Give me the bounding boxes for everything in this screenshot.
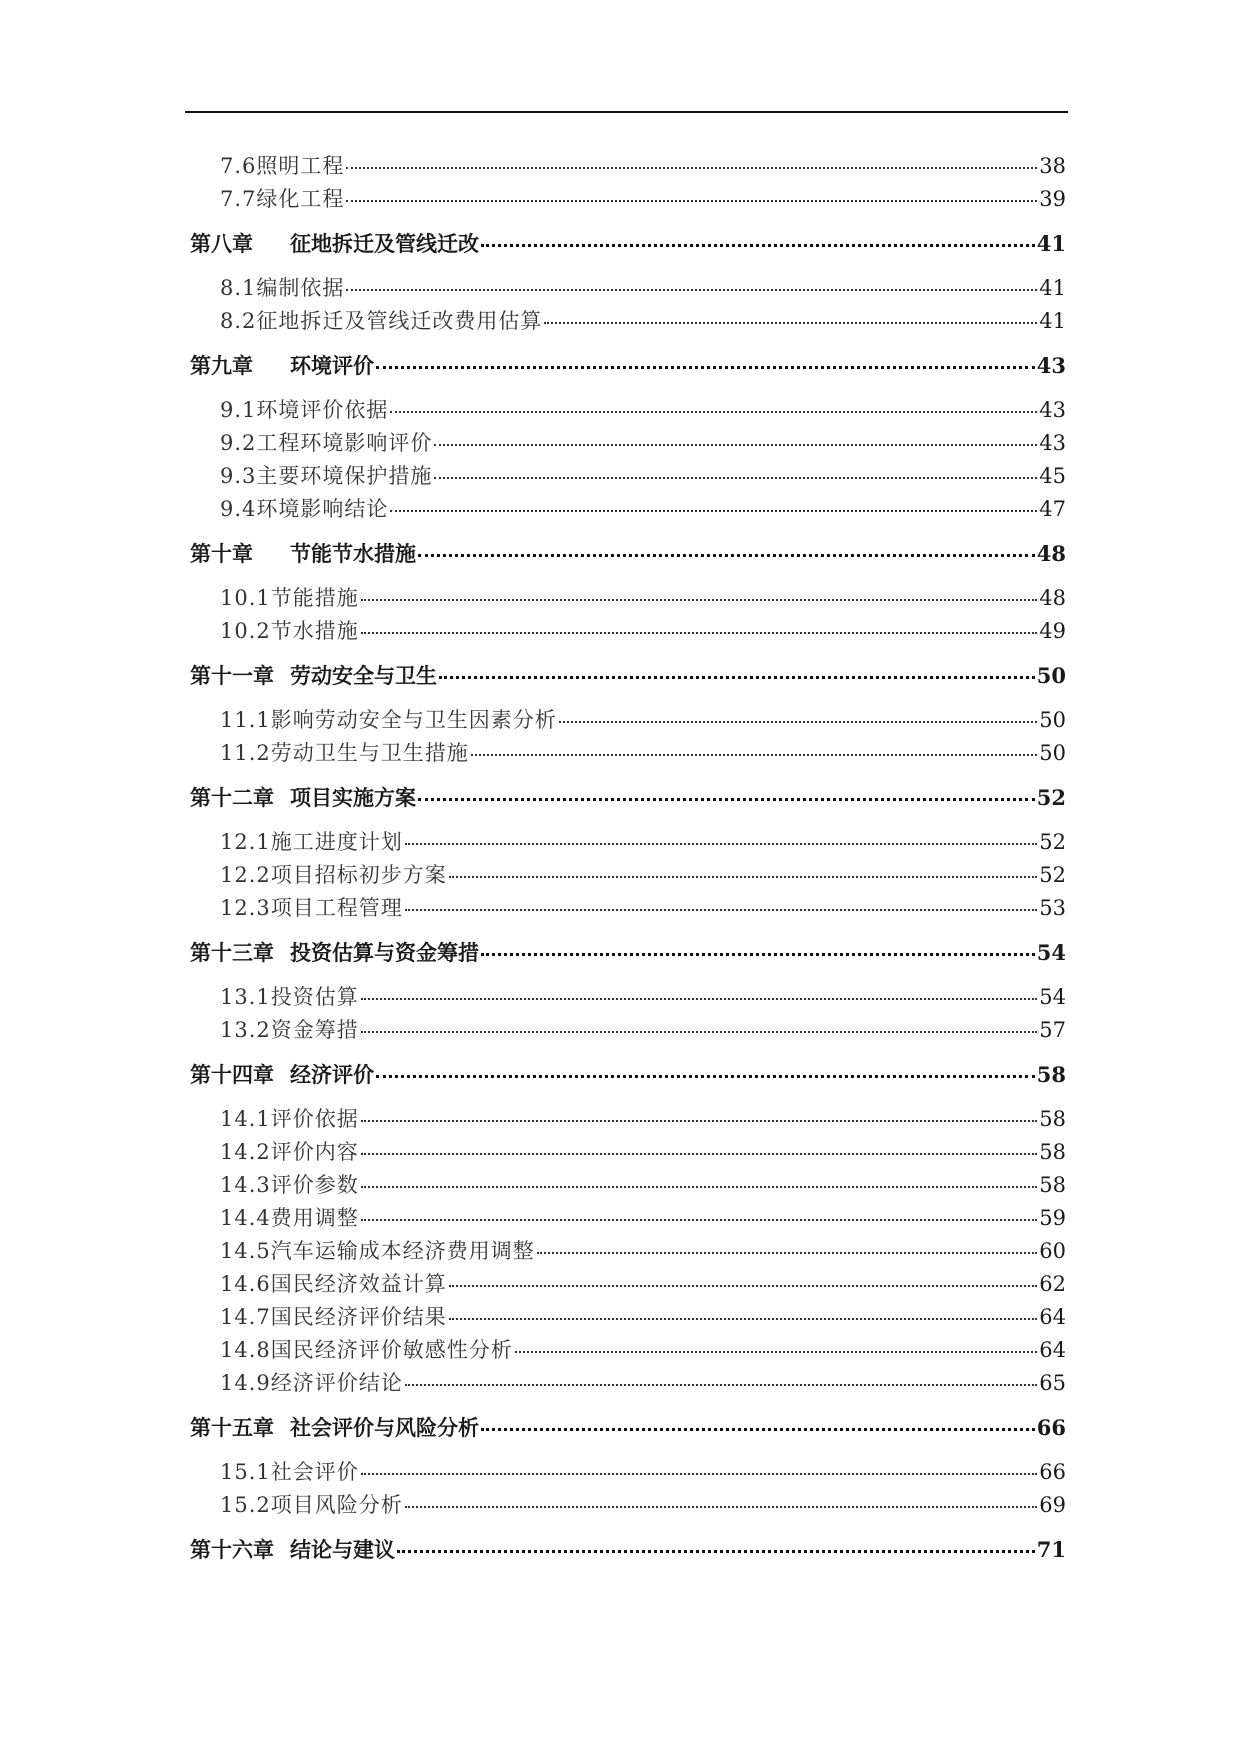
dot-leader [559,721,1038,723]
toc-chapter-label [190,937,479,969]
toc-section-label: 11.1影响劳动安全与卫生因素分析 [220,708,557,732]
dot-leader [481,953,1035,956]
toc-section-label: 8.2征地拆迁及管线迁改费用估算 [220,309,543,333]
chapter-title: 投资估算与资金筹措 [290,940,479,965]
chapter-number: 第十章 [190,541,253,566]
toc-section-label: 13.1投资估算 [220,985,359,1009]
dot-leader [481,244,1035,247]
page-number: 59 [1039,1206,1066,1230]
page-number: 50 [1039,708,1066,732]
toc-section-label: 8.1编制依据 [220,276,345,300]
dot-leader [405,843,1038,845]
page-number: 53 [1039,896,1066,920]
toc-section-entry[interactable] [190,460,1066,493]
header-rule [185,111,1068,113]
dot-leader [397,1550,1035,1553]
toc-section-entry[interactable] [190,582,1066,615]
toc-section-entry[interactable] [190,493,1066,526]
toc-section-label: 12.2项目招标初步方案 [220,863,447,887]
dot-leader [544,322,1037,324]
toc-section-entry[interactable] [190,1235,1066,1268]
toc-chapter-entry[interactable] [190,1059,1066,1091]
toc-chapter-label [190,1534,395,1566]
page-number: 58 [1039,1140,1066,1164]
page-number: 64 [1039,1338,1066,1362]
toc-section-entry[interactable] [190,615,1066,648]
chapter-number: 第八章 [190,231,253,256]
page-number: 60 [1039,1239,1066,1263]
toc-section-entry[interactable] [190,1169,1066,1202]
toc-section-entry[interactable] [190,1367,1066,1400]
toc-chapter-entry[interactable] [190,1534,1066,1566]
toc-section-entry[interactable] [190,1268,1066,1301]
page-number: 41 [1039,309,1066,333]
chapter-title: 劳动安全与卫生 [290,663,437,688]
toc-section-label: 12.3项目工程管理 [220,896,403,920]
page-number: 39 [1039,187,1066,211]
page-number: 49 [1039,619,1066,643]
dot-leader [346,167,1037,169]
dot-leader [449,1285,1038,1287]
toc-chapter-entry[interactable] [190,228,1066,260]
page-number: 58 [1036,1062,1066,1087]
toc-section-entry[interactable] [190,1136,1066,1169]
chapter-number: 第十三章 [190,940,274,965]
toc-section-label: 14.5汽车运输成本经济费用调整 [220,1239,535,1263]
chapter-number: 第十六章 [190,1537,274,1562]
toc-chapter-entry[interactable] [190,937,1066,969]
dot-leader [361,1473,1038,1475]
toc-chapter-label [190,660,437,692]
page-number: 58 [1039,1107,1066,1131]
chapter-title: 征地拆迁及管线迁改 [290,231,479,256]
toc-section-label: 14.6国民经济效益计算 [220,1272,447,1296]
toc-chapter-label [190,350,374,382]
page-number: 47 [1039,497,1066,521]
toc-section-entry[interactable] [190,737,1066,770]
toc-section-label: 14.4费用调整 [220,1206,359,1230]
dot-leader [376,366,1035,369]
toc-section-label: 10.2节水措施 [220,619,359,643]
toc-section-entry[interactable] [190,1301,1066,1334]
dot-leader [405,1384,1038,1386]
dot-leader [434,477,1037,479]
toc-section-label: 7.6照明工程 [220,154,345,178]
toc-section-entry[interactable] [190,981,1066,1014]
chapter-title: 结论与建议 [290,1537,395,1562]
toc-section-entry[interactable] [190,394,1066,427]
page-number: 38 [1039,154,1066,178]
page-number: 52 [1039,830,1066,854]
dot-leader [390,411,1037,413]
toc-section-entry[interactable] [190,826,1066,859]
toc-chapter-entry[interactable] [190,782,1066,814]
dot-leader [361,632,1038,634]
toc-chapter-entry[interactable] [190,538,1066,570]
toc-section-label: 9.1环境评价依据 [220,398,389,422]
toc-section-label: 7.7绿化工程 [220,187,345,211]
chapter-title: 社会评价与风险分析 [290,1415,479,1440]
page-number: 50 [1036,663,1066,688]
toc-section-entry[interactable] [190,1103,1066,1136]
dot-leader [361,1186,1038,1188]
dot-leader [434,444,1037,446]
toc-section-label: 9.4环境影响结论 [220,497,389,521]
chapter-title: 经济评价 [290,1062,374,1087]
toc-section-label: 14.9经济评价结论 [220,1371,403,1395]
dot-leader [471,754,1038,756]
dot-leader [361,1153,1038,1155]
toc-chapter-label [190,1059,374,1091]
toc-section-entry[interactable] [190,1202,1066,1235]
toc-section-label: 12.1施工进度计划 [220,830,403,854]
page-number: 54 [1039,985,1066,1009]
toc-section-label: 11.2劳动卫生与卫生措施 [220,741,469,765]
page-number: 48 [1039,586,1066,610]
toc-section-label: 14.3评价参数 [220,1173,359,1197]
dot-leader [405,909,1038,911]
page-number: 43 [1039,431,1066,455]
toc-section-label: 14.1评价依据 [220,1107,359,1131]
page-number: 41 [1036,231,1066,256]
toc-chapter-label [190,782,416,814]
toc-section-label: 9.2工程环境影响评价 [220,431,433,455]
dot-leader [361,1031,1038,1033]
page-number: 69 [1039,1493,1066,1517]
toc-chapter-label [190,538,416,570]
dot-leader [418,798,1035,801]
page-number: 54 [1036,940,1066,965]
page-number: 41 [1039,276,1066,300]
toc-chapter-entry[interactable] [190,1412,1066,1444]
toc-section-entry[interactable] [190,427,1066,460]
page-number: 52 [1036,785,1066,810]
toc-section-entry[interactable] [190,272,1066,305]
chapter-title: 节能节水措施 [290,541,416,566]
toc-section-label: 14.2评价内容 [220,1140,359,1164]
page-number: 50 [1039,741,1066,765]
dot-leader [361,1219,1038,1221]
dot-leader [361,998,1038,1000]
toc-chapter-entry[interactable] [190,350,1066,382]
chapter-number: 第十一章 [190,663,274,688]
dot-leader [449,1318,1038,1320]
toc-section-entry[interactable] [190,1489,1066,1522]
toc-chapter-label [190,1412,479,1444]
toc-section-entry[interactable] [190,183,1066,216]
dot-leader [418,554,1035,557]
dot-leader [439,676,1035,679]
chapter-title: 项目实施方案 [290,785,416,810]
chapter-number: 第十四章 [190,1062,274,1087]
dot-leader [537,1252,1038,1254]
page-number: 71 [1036,1537,1066,1562]
page-number: 48 [1036,541,1066,566]
chapter-number: 第九章 [190,353,253,378]
dot-leader [390,510,1037,512]
page-number: 66 [1039,1460,1066,1484]
dot-leader [481,1428,1035,1431]
dot-leader [405,1506,1038,1508]
toc-section-label: 14.7国民经济评价结果 [220,1305,447,1329]
toc-section-entry[interactable] [190,1334,1066,1367]
toc-section-entry[interactable] [190,704,1066,737]
toc-section-label: 13.2资金筹措 [220,1018,359,1042]
toc-section-label: 15.2项目风险分析 [220,1493,403,1517]
chapter-number: 第十五章 [190,1415,274,1440]
dot-leader [515,1351,1038,1353]
chapter-number: 第十二章 [190,785,274,810]
dot-leader [346,289,1037,291]
toc-section-entry[interactable] [190,150,1066,183]
page-number: 66 [1036,1415,1066,1440]
toc-section-entry[interactable] [190,859,1066,892]
page-number: 58 [1039,1173,1066,1197]
toc-section-label: 14.8国民经济评价敏感性分析 [220,1338,513,1362]
page-number: 43 [1036,353,1066,378]
page-number: 52 [1039,863,1066,887]
toc-section-entry[interactable] [190,1014,1066,1047]
toc-section-entry[interactable] [190,892,1066,925]
toc-chapter-label [190,228,479,260]
toc-section-entry[interactable] [190,305,1066,338]
page-number: 65 [1039,1371,1066,1395]
table-of-contents [190,150,1066,1578]
page-number: 62 [1039,1272,1066,1296]
toc-section-label: 9.3主要环境保护措施 [220,464,433,488]
toc-section-entry[interactable] [190,1456,1066,1489]
chapter-title: 环境评价 [290,353,374,378]
dot-leader [361,599,1038,601]
dot-leader [376,1075,1035,1078]
page-number: 57 [1039,1018,1066,1042]
page-number: 45 [1039,464,1066,488]
page-number: 43 [1039,398,1066,422]
dot-leader [346,200,1037,202]
toc-chapter-entry[interactable] [190,660,1066,692]
dot-leader [449,876,1038,878]
toc-section-label: 10.1节能措施 [220,586,359,610]
toc-section-label: 15.1社会评价 [220,1460,359,1484]
dot-leader [361,1120,1038,1122]
page-number: 64 [1039,1305,1066,1329]
